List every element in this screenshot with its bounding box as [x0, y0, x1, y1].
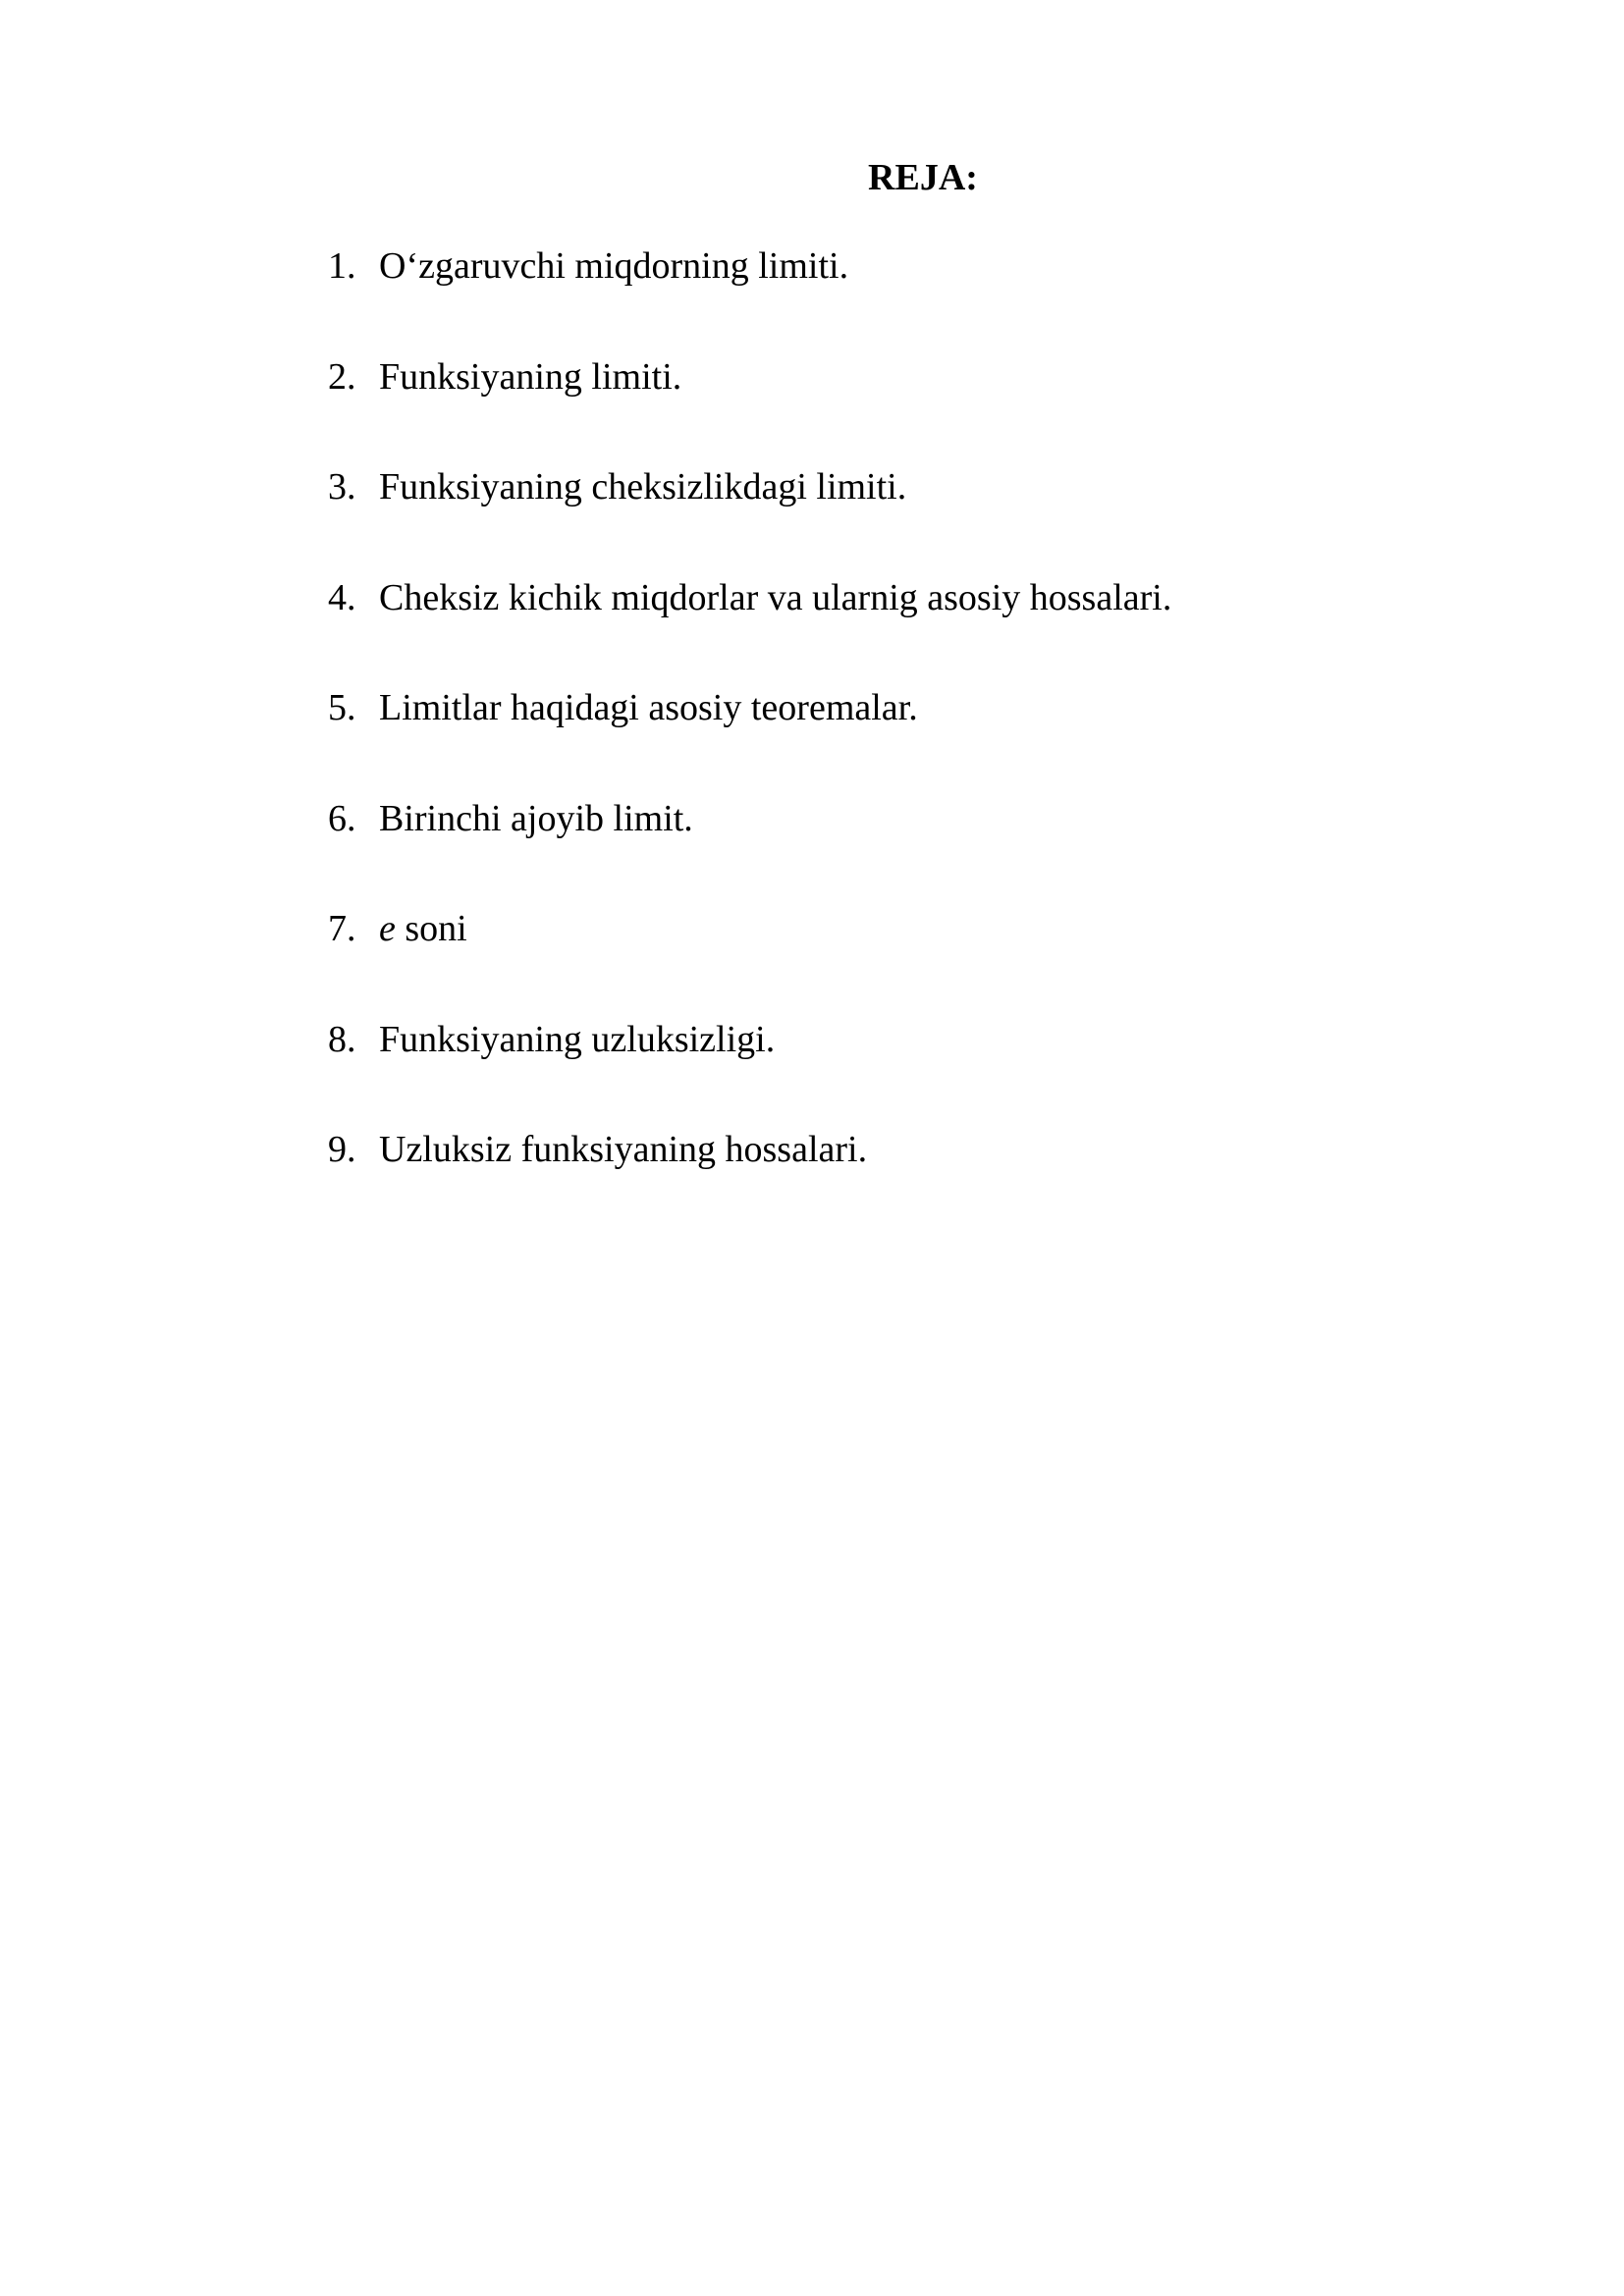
item-text: Funksiyaning cheksizlikdagi limiti. [379, 466, 907, 507]
list-item [328, 1124, 1171, 1235]
list-item [328, 572, 1171, 683]
item-number: 9. [328, 1129, 356, 1170]
plan-list [328, 240, 1171, 1235]
list-item [328, 793, 1171, 904]
item-number: 2. [328, 355, 356, 398]
item-number: 8. [328, 1018, 356, 1060]
item-text: O‘zgaruvchi miqdorning limiti. [379, 245, 849, 287]
page-title: REJA: [868, 157, 978, 198]
item-number: 1. [328, 245, 356, 287]
item-number: 5. [328, 687, 356, 728]
list-item [328, 351, 1171, 462]
item-text: Funksiyaning uzluksizligi. [379, 1018, 776, 1060]
item-text: Funksiyaning limiti. [379, 355, 682, 398]
list-item [328, 1014, 1171, 1125]
item-text: Uzluksiz funksiyaning hossalari. [379, 1129, 868, 1170]
list-item [328, 903, 1171, 1014]
item-number: 7. [328, 908, 356, 949]
item-text-with-emphasis [379, 903, 467, 954]
list-item [328, 240, 1171, 351]
item-text: Cheksiz kichik miqdorlar va ularnig asosiy hossalari. [379, 576, 1172, 618]
list-item [328, 461, 1171, 572]
item-number: 6. [328, 797, 356, 839]
item-emphasis: e [379, 908, 396, 949]
item-text: Limitlar haqidagi asosiy teoremalar. [379, 687, 918, 728]
item-text: Birinchi ajoyib limit. [379, 797, 693, 839]
list-item [328, 682, 1171, 793]
item-number: 3. [328, 466, 356, 507]
item-text: soni [395, 908, 467, 949]
item-number: 4. [328, 576, 356, 618]
